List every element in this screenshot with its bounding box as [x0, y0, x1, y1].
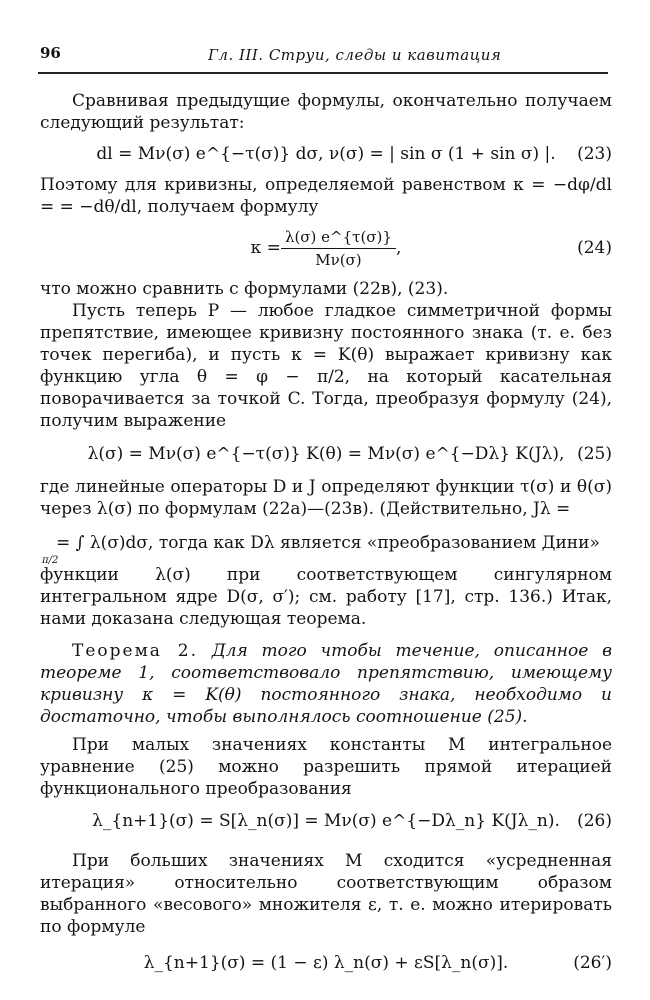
theorem-label: Теорема 2. — [72, 641, 198, 661]
paragraph-3: что можно сравнить с формулами (22в), (23). — [40, 279, 449, 299]
equation-24 — [40, 218, 612, 278]
equation-23 — [40, 134, 612, 174]
equation-23-number: (23) — [577, 144, 612, 164]
theorem-text: Для того чтобы течение, описанное в теореме 1, соответствовало препятствию, имеющему кривизну κ = K(θ) постоянного знака, необходимо и достаточно, чтобы выполнялось соотношение (25). — [40, 641, 612, 727]
equation-24-tail: , — [395, 238, 402, 258]
equation-24-numerator: λ(σ) e^{τ(σ)} — [281, 226, 396, 249]
equation-26-prime-expression: λ_{n+1}(σ) = (1 − ε) λ_n(σ) + εS[λ_n(σ)]. — [143, 953, 509, 973]
equation-24-fraction — [281, 226, 396, 271]
equation-24-lhs: κ = — [250, 238, 281, 258]
equation-26-prime — [40, 938, 612, 988]
integral-lower-limit: π/2 — [42, 555, 59, 566]
equation-23-expression: dl = Mν(σ) e^{−τ(σ)} dσ, ν(σ) = | sin σ (1 + sin σ) |. — [96, 144, 556, 164]
integral-text: = ∫ λ(σ)dσ, тогда как Dλ является «преобразованием Дини» — [56, 533, 600, 553]
equation-26-number: (26) — [577, 811, 612, 831]
equation-26-prime-number: (26′) — [573, 953, 612, 973]
paragraph-6: функции λ(σ) при соответствующем сингулярном интегральном ядре D(σ, σ′); см. работу [17], стр. 136.) Итак, нами доказана следующая теорема. — [40, 565, 612, 629]
equation-25 — [40, 432, 612, 476]
integral-line — [40, 520, 612, 564]
page-number: 96 — [40, 44, 61, 62]
equation-26-expression: λ_{n+1}(σ) = S[λ_n(σ)] = Mν(σ) e^{−Dλ_n} K(Jλ_n). — [92, 811, 560, 831]
paragraph-1: Сравнивая предыдущие формулы, окончательно получаем следующий результат: — [40, 91, 612, 133]
equation-24-number: (24) — [577, 238, 612, 258]
equation-24-denominator: Mν(σ) — [315, 250, 362, 269]
paragraph-5: где линейные операторы D и J определяют функции τ(σ) и θ(σ) через λ(σ) по формулам (22а)—(23в). (Действительно, Jλ = — [40, 477, 612, 519]
header-rule — [38, 72, 608, 74]
theorem-2 — [40, 640, 612, 728]
paragraph-2: Поэтому для кривизны, определяемой равенством κ = −dφ/dl = = −dθ/dl, получаем формулу — [40, 175, 612, 217]
page-header — [40, 44, 608, 70]
paragraph-8: При больших значениях M сходится «усредненная итерация» относительно соответствующим образом выбранного «весового» множителя ε, т. е. можно итерировать по формуле — [40, 851, 612, 937]
page-body — [40, 90, 612, 988]
paragraph-7: При малых значениях константы M интегральное уравнение (25) можно разрешить прямой итерацией функционального преобразования — [40, 735, 612, 799]
paragraph-4: Пусть теперь P — любое гладкое симметричной формы препятствие, имеющее кривизну постоянного знака (т. е. без точек перегиба), и пусть κ = K(θ) выражает кривизну как функцию угла θ = φ − π/2, на который касательная поворачивается за точкой C. Тогда, преобразуя формулу (24), получим выражение — [40, 301, 612, 431]
equation-25-number: (25) — [577, 444, 612, 464]
running-title: Гл. III. Струи, следы и кавитация — [208, 46, 502, 64]
equation-26 — [40, 800, 612, 842]
equation-25-expression: λ(σ) = Mν(σ) e^{−τ(σ)} K(θ) = Mν(σ) e^{−Dλ} K(Jλ), — [87, 444, 565, 464]
